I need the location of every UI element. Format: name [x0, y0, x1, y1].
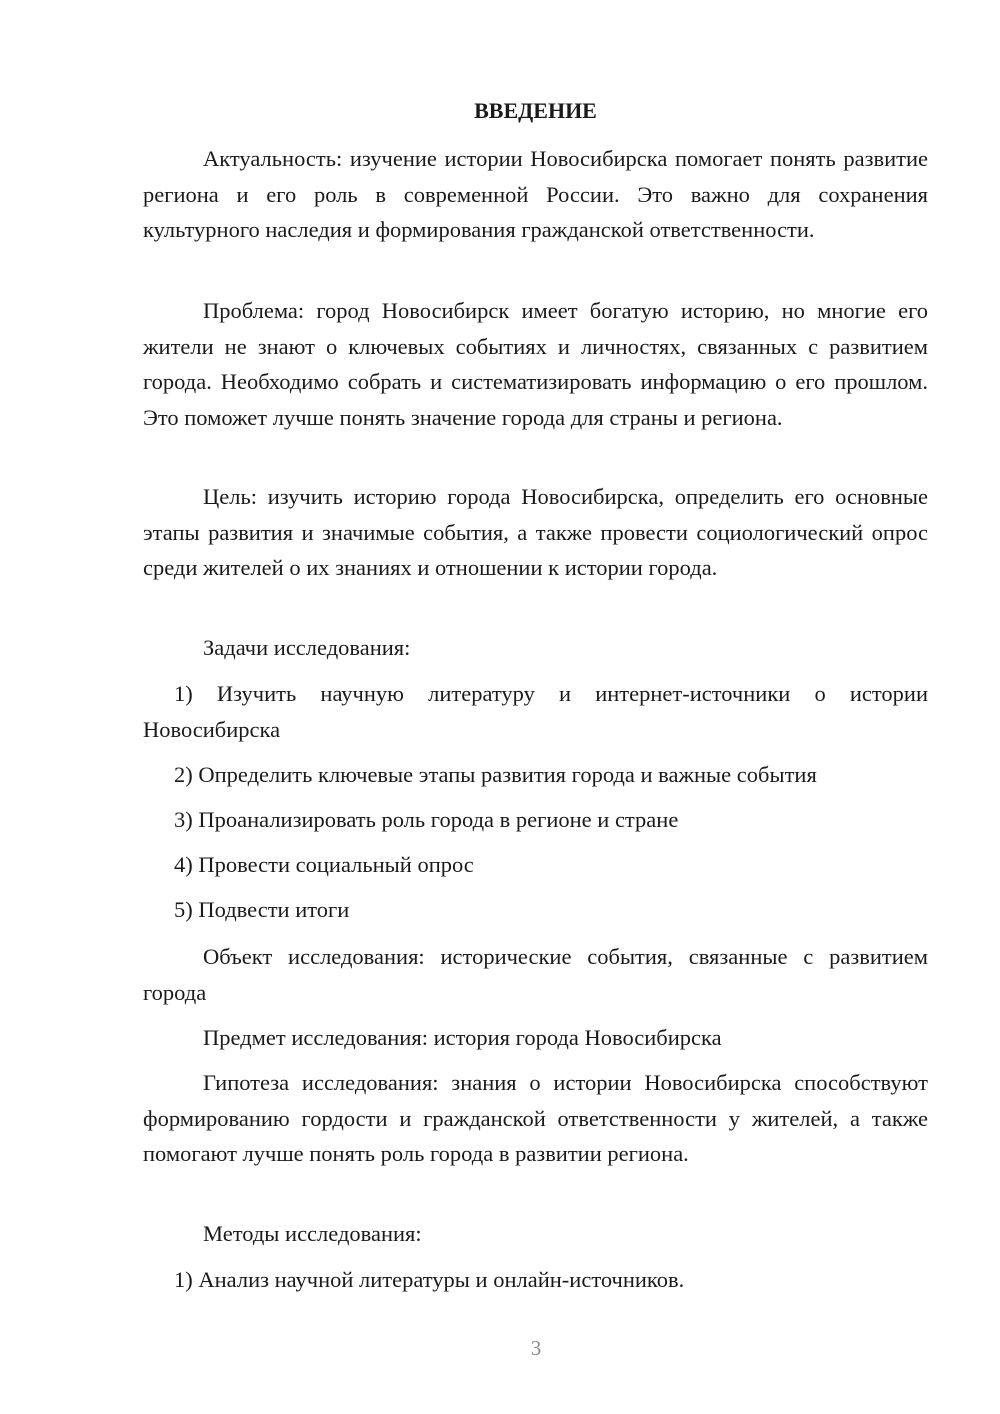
- goal-paragraph: Цель: изучить историю города Новосибирска, определить его основные этапы развития и значимые события, а также провести социологический опрос среди жителей о их знаниях и отношении к истории города.: [143, 484, 928, 580]
- page-title: ВВЕДЕНИЕ: [474, 98, 597, 123]
- tasks-heading: Задачи исследования:: [203, 635, 411, 660]
- relevance-paragraph: Актуальность: изучение истории Новосибирска помогает понять развитие региона и его роль в современной России. Это важно для сохранения культурного наследия и формирования гражданской ответственности.: [143, 146, 928, 242]
- hypothesis-paragraph: Гипотеза исследования: знания о истории Новосибирска способствуют формированию гордости и гражданской ответственности у жителей, а также помогают лучше понять роль города в развитии региона.: [143, 1070, 928, 1166]
- task-item: 4) Провести социальный опрос: [174, 852, 474, 877]
- subject-paragraph: Предмет исследования: история города Новосибирска: [203, 1025, 722, 1050]
- problem-paragraph: Проблема: город Новосибирск имеет богатую историю, но многие его жители не знают о ключевых событиях и личностях, связанных с развитием города. Необходимо собрать и систематизировать информацию о его прошлом. Это поможет лучше понять значение города для страны и региона.: [143, 298, 928, 430]
- method-item: 1) Анализ научной литературы и онлайн-источников.: [174, 1267, 685, 1292]
- task-item: 1) Изучить научную литературу и интернет-источники о истории Новосибирска: [143, 681, 928, 742]
- task-item: 3) Проанализировать роль города в регионе и стране: [174, 807, 679, 832]
- object-paragraph: Объект исследования: исторические события, связанные с развитием города: [143, 944, 928, 1005]
- task-item: 2) Определить ключевые этапы развития города и важные события: [174, 762, 817, 787]
- methods-heading: Методы исследования:: [203, 1221, 422, 1246]
- task-item: 5) Подвести итоги: [174, 897, 350, 922]
- page-number: 3: [530, 1336, 542, 1360]
